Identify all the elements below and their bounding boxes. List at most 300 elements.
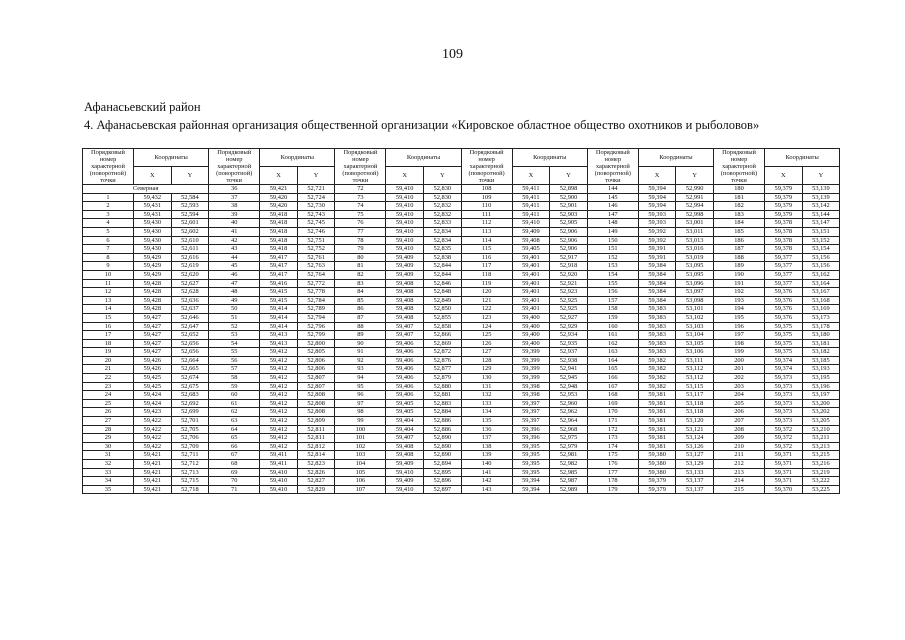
coord-y: 52,675 xyxy=(171,382,209,391)
coord-y: 53,154 xyxy=(802,245,840,254)
point-number: 157 xyxy=(587,296,638,305)
coord-y: 52,706 xyxy=(171,434,209,443)
coord-x: 59,420 xyxy=(260,202,298,211)
coord-y: 53,013 xyxy=(676,236,714,245)
point-number: 102 xyxy=(335,442,386,451)
point-number: 167 xyxy=(587,382,638,391)
coord-y: 53,213 xyxy=(802,442,840,451)
point-number: 22 xyxy=(83,374,134,383)
coord-y: 53,139 xyxy=(802,193,840,202)
coord-x: 59,372 xyxy=(765,442,803,451)
coord-x: 59,404 xyxy=(386,425,424,434)
coord-y: 52,923 xyxy=(550,288,588,297)
coord-y: 53,112 xyxy=(676,365,714,374)
coord-x: 59,428 xyxy=(134,296,172,305)
coord-x: 59,396 xyxy=(512,434,550,443)
coord-y: 52,934 xyxy=(550,331,588,340)
coord-x: 59,383 xyxy=(638,305,676,314)
coord-x: 59,410 xyxy=(386,210,424,219)
coord-y: 53,185 xyxy=(802,356,840,365)
point-number: 170 xyxy=(587,408,638,417)
coord-y: 52,784 xyxy=(297,296,335,305)
header-point-number: Порядковый номер характерной (поворотной) точки xyxy=(209,149,260,185)
coord-x: 59,399 xyxy=(512,374,550,383)
point-number: 80 xyxy=(335,253,386,262)
table-row xyxy=(83,322,840,331)
coord-x: 59,395 xyxy=(512,460,550,469)
organization-heading: 4. Афанасьевская районная организация общественной организации «Кировское областное общество охотников и рыболовов» xyxy=(84,118,760,132)
coord-y: 52,833 xyxy=(424,219,462,228)
coord-y: 52,620 xyxy=(171,270,209,279)
coord-y: 53,137 xyxy=(676,485,714,494)
header-x: X xyxy=(638,167,676,185)
point-number: 115 xyxy=(461,245,512,254)
coord-y: 52,890 xyxy=(424,434,462,443)
point-number: 38 xyxy=(209,202,260,211)
point-number: 139 xyxy=(461,451,512,460)
coord-y: 52,746 xyxy=(297,227,335,236)
coord-x: 59,407 xyxy=(386,322,424,331)
coord-x: 59,423 xyxy=(134,408,172,417)
point-number: 84 xyxy=(335,288,386,297)
coord-x: 59,395 xyxy=(512,442,550,451)
point-number: 200 xyxy=(714,356,765,365)
coord-y: 53,139 xyxy=(802,185,840,194)
coord-y: 53,019 xyxy=(676,253,714,262)
point-number: 8 xyxy=(83,253,134,262)
coord-x: 59,408 xyxy=(386,313,424,322)
point-number: 10 xyxy=(83,270,134,279)
coord-x: 59,409 xyxy=(386,477,424,486)
point-number: 99 xyxy=(335,417,386,426)
coord-x: 59,412 xyxy=(260,374,298,383)
point-number: 147 xyxy=(587,210,638,219)
coord-x: 59,400 xyxy=(512,339,550,348)
point-number: 34 xyxy=(83,477,134,486)
coord-x: 59,384 xyxy=(638,270,676,279)
point-number: 28 xyxy=(83,425,134,434)
coord-x: 59,408 xyxy=(386,279,424,288)
coord-y: 52,778 xyxy=(297,288,335,297)
coord-x: 59,381 xyxy=(638,399,676,408)
coord-y: 53,120 xyxy=(676,417,714,426)
point-number: 54 xyxy=(209,339,260,348)
coord-x: 59,417 xyxy=(260,253,298,262)
point-number: 71 xyxy=(209,485,260,494)
coord-x: 59,373 xyxy=(765,408,803,417)
point-number: 165 xyxy=(587,365,638,374)
coord-y: 52,701 xyxy=(171,417,209,426)
point-number: 130 xyxy=(461,374,512,383)
coord-x: 59,406 xyxy=(386,374,424,383)
coord-y: 53,152 xyxy=(802,236,840,245)
coord-x: 59,406 xyxy=(386,365,424,374)
coord-y: 52,918 xyxy=(550,262,588,271)
point-number: 72 xyxy=(335,185,386,194)
point-number: 20 xyxy=(83,356,134,365)
coord-y: 53,216 xyxy=(802,460,840,469)
coord-x: 59,401 xyxy=(512,305,550,314)
coord-x: 59,373 xyxy=(765,417,803,426)
coord-x: 59,429 xyxy=(134,262,172,271)
coord-x: 59,412 xyxy=(260,434,298,443)
coord-x: 59,393 xyxy=(638,210,676,219)
coord-x: 59,382 xyxy=(638,365,676,374)
coord-y: 52,850 xyxy=(424,305,462,314)
coord-x: 59,415 xyxy=(260,288,298,297)
coord-y: 53,195 xyxy=(802,374,840,383)
point-number: 49 xyxy=(209,296,260,305)
coord-y: 52,876 xyxy=(424,356,462,365)
coord-y: 53,202 xyxy=(802,408,840,417)
coord-y: 52,830 xyxy=(424,185,462,194)
coord-x: 59,384 xyxy=(638,288,676,297)
point-number: 60 xyxy=(209,391,260,400)
coord-x: 59,410 xyxy=(386,202,424,211)
coord-x: 59,378 xyxy=(765,227,803,236)
point-number: 88 xyxy=(335,322,386,331)
coord-y: 52,829 xyxy=(297,485,335,494)
point-number: 176 xyxy=(587,460,638,469)
coord-y: 52,601 xyxy=(171,219,209,228)
coord-x: 59,400 xyxy=(512,331,550,340)
coord-x: 59,410 xyxy=(386,485,424,494)
header-x: X xyxy=(765,167,803,185)
coord-y: 52,809 xyxy=(297,417,335,426)
header-coordinates: Координаты xyxy=(765,149,840,167)
coord-y: 52,794 xyxy=(297,313,335,322)
coord-x: 59,412 xyxy=(260,382,298,391)
point-number: 193 xyxy=(714,296,765,305)
coord-x: 59,428 xyxy=(134,288,172,297)
coord-y: 52,808 xyxy=(297,399,335,408)
coord-y: 52,858 xyxy=(424,322,462,331)
point-number: 59 xyxy=(209,382,260,391)
point-number: 195 xyxy=(714,313,765,322)
coord-y: 52,838 xyxy=(424,253,462,262)
point-number: 169 xyxy=(587,399,638,408)
coord-y: 53,225 xyxy=(802,485,840,494)
point-number: 178 xyxy=(587,477,638,486)
coord-y: 52,709 xyxy=(171,442,209,451)
point-number: 160 xyxy=(587,322,638,331)
point-number: 39 xyxy=(209,210,260,219)
point-number: 202 xyxy=(714,374,765,383)
coord-x: 59,406 xyxy=(386,356,424,365)
coord-y: 53,127 xyxy=(676,451,714,460)
point-number: 105 xyxy=(335,468,386,477)
coord-x: 59,418 xyxy=(260,236,298,245)
point-number: 117 xyxy=(461,262,512,271)
table-row xyxy=(83,236,840,245)
point-number: 210 xyxy=(714,442,765,451)
coord-y: 52,990 xyxy=(676,185,714,194)
coord-x: 59,383 xyxy=(638,348,676,357)
coord-x: 59,410 xyxy=(260,485,298,494)
point-number: 174 xyxy=(587,442,638,451)
table-row xyxy=(83,227,840,236)
coord-y: 52,962 xyxy=(550,408,588,417)
coord-x: 59,394 xyxy=(512,477,550,486)
coord-y: 53,168 xyxy=(802,296,840,305)
coord-x: 59,426 xyxy=(134,356,172,365)
coord-x: 59,412 xyxy=(260,391,298,400)
coord-x: 59,379 xyxy=(638,485,676,494)
coord-y: 53,124 xyxy=(676,434,714,443)
table-row xyxy=(83,313,840,322)
point-number: 55 xyxy=(209,348,260,357)
header-x: X xyxy=(512,167,550,185)
coord-x: 59,371 xyxy=(765,468,803,477)
coord-x: 59,379 xyxy=(765,185,803,194)
coord-y: 52,805 xyxy=(297,348,335,357)
coord-y: 52,752 xyxy=(297,245,335,254)
header-x: X xyxy=(260,167,298,185)
coord-x: 59,395 xyxy=(512,468,550,477)
point-number: 86 xyxy=(335,305,386,314)
coord-x: 59,378 xyxy=(765,236,803,245)
point-number: 183 xyxy=(714,210,765,219)
point-number: 153 xyxy=(587,262,638,271)
coord-x: 59,398 xyxy=(512,391,550,400)
point-number: 13 xyxy=(83,296,134,305)
point-number: 62 xyxy=(209,408,260,417)
coord-y: 53,117 xyxy=(676,391,714,400)
coord-y: 52,751 xyxy=(297,236,335,245)
table-row xyxy=(83,391,840,400)
coord-y: 53,200 xyxy=(802,399,840,408)
coord-x: 59,371 xyxy=(765,460,803,469)
header-coordinates: Координаты xyxy=(638,149,713,167)
coord-x: 59,372 xyxy=(765,425,803,434)
coord-x: 59,430 xyxy=(134,219,172,228)
coord-y: 53,197 xyxy=(802,391,840,400)
point-number: 194 xyxy=(714,305,765,314)
coord-y: 52,991 xyxy=(676,193,714,202)
coord-x: 59,397 xyxy=(512,399,550,408)
point-number: 128 xyxy=(461,356,512,365)
coord-x: 59,412 xyxy=(260,356,298,365)
coord-x: 59,393 xyxy=(638,219,676,228)
coord-x: 59,380 xyxy=(638,451,676,460)
coord-x: 59,424 xyxy=(134,391,172,400)
point-number: 95 xyxy=(335,382,386,391)
point-number: 63 xyxy=(209,417,260,426)
point-number: 78 xyxy=(335,236,386,245)
coord-x: 59,371 xyxy=(765,477,803,486)
point-number: 155 xyxy=(587,279,638,288)
coord-x: 59,427 xyxy=(134,348,172,357)
coord-y: 53,001 xyxy=(676,219,714,228)
coord-x: 59,422 xyxy=(134,425,172,434)
point-number: 152 xyxy=(587,253,638,262)
coord-y: 52,968 xyxy=(550,425,588,434)
header-point-number: Порядковый номер характерной (поворотной) точки xyxy=(587,149,638,185)
coord-x: 59,421 xyxy=(134,451,172,460)
coord-y: 52,890 xyxy=(424,451,462,460)
table-row xyxy=(83,193,840,202)
table-row xyxy=(83,399,840,408)
coord-y: 52,905 xyxy=(550,219,588,228)
point-number: 61 xyxy=(209,399,260,408)
coord-y: 52,849 xyxy=(424,296,462,305)
coord-y: 52,917 xyxy=(550,253,588,262)
point-number: 132 xyxy=(461,391,512,400)
coordinates-table xyxy=(82,148,840,494)
coord-x: 59,379 xyxy=(638,477,676,486)
coord-y: 53,162 xyxy=(802,270,840,279)
coord-x: 59,384 xyxy=(638,279,676,288)
coord-x: 59,376 xyxy=(765,305,803,314)
coord-y: 52,937 xyxy=(550,348,588,357)
coord-x: 59,376 xyxy=(765,313,803,322)
coord-x: 59,405 xyxy=(512,245,550,254)
point-number: 92 xyxy=(335,356,386,365)
point-number: 207 xyxy=(714,417,765,426)
coord-y: 53,103 xyxy=(676,322,714,331)
coord-y: 52,960 xyxy=(550,399,588,408)
coord-y: 52,982 xyxy=(550,460,588,469)
coord-x: 59,391 xyxy=(638,253,676,262)
point-number: 136 xyxy=(461,425,512,434)
coord-x: 59,410 xyxy=(386,468,424,477)
coord-x: 59,422 xyxy=(134,442,172,451)
coord-x: 59,414 xyxy=(260,313,298,322)
coord-y: 52,806 xyxy=(297,365,335,374)
coord-x: 59,373 xyxy=(765,374,803,383)
coord-x: 59,412 xyxy=(260,442,298,451)
point-number: 143 xyxy=(461,485,512,494)
coord-y: 52,683 xyxy=(171,391,209,400)
coord-y: 52,886 xyxy=(424,417,462,426)
header-x: X xyxy=(386,167,424,185)
coord-y: 52,938 xyxy=(550,356,588,365)
point-number: 30 xyxy=(83,442,134,451)
point-number: 208 xyxy=(714,425,765,434)
header-y: Y xyxy=(297,167,335,185)
coord-x: 59,401 xyxy=(512,296,550,305)
coord-x: 59,383 xyxy=(638,331,676,340)
header-point-number: Порядковый номер характерной (поворотной) точки xyxy=(461,149,512,185)
table-row xyxy=(83,485,840,494)
coord-x: 59,421 xyxy=(134,485,172,494)
point-number: 9 xyxy=(83,262,134,271)
coord-x: 59,410 xyxy=(386,245,424,254)
coord-y: 53,111 xyxy=(676,356,714,365)
coord-y: 52,674 xyxy=(171,374,209,383)
header-y: Y xyxy=(424,167,462,185)
coord-x: 59,432 xyxy=(134,193,172,202)
coord-y: 52,665 xyxy=(171,365,209,374)
coord-y: 53,115 xyxy=(676,382,714,391)
coord-y: 52,807 xyxy=(297,382,335,391)
point-number: 180 xyxy=(714,185,765,194)
point-number: 29 xyxy=(83,434,134,443)
coord-x: 59,399 xyxy=(512,365,550,374)
point-number: 47 xyxy=(209,279,260,288)
coord-y: 52,832 xyxy=(424,210,462,219)
point-number: 17 xyxy=(83,331,134,340)
table-row xyxy=(83,442,840,451)
coord-x: 59,384 xyxy=(638,262,676,271)
coord-y: 52,594 xyxy=(171,210,209,219)
point-number: 40 xyxy=(209,219,260,228)
coord-y: 53,167 xyxy=(802,288,840,297)
coord-y: 52,883 xyxy=(424,399,462,408)
point-number: 114 xyxy=(461,236,512,245)
coord-x: 59,394 xyxy=(638,202,676,211)
coord-x: 59,401 xyxy=(512,262,550,271)
point-number: 74 xyxy=(335,202,386,211)
coord-y: 52,799 xyxy=(297,331,335,340)
point-number: 142 xyxy=(461,477,512,486)
point-number: 199 xyxy=(714,348,765,357)
coord-y: 52,584 xyxy=(171,193,209,202)
coord-y: 52,846 xyxy=(424,279,462,288)
point-number: 111 xyxy=(461,210,512,219)
coord-x: 59,413 xyxy=(260,331,298,340)
coord-y: 52,866 xyxy=(424,331,462,340)
coord-y: 53,169 xyxy=(802,305,840,314)
coord-x: 59,427 xyxy=(134,331,172,340)
coord-x: 59,427 xyxy=(134,339,172,348)
coord-x: 59,379 xyxy=(765,193,803,202)
coord-x: 59,380 xyxy=(638,460,676,469)
point-number: 214 xyxy=(714,477,765,486)
coord-x: 59,431 xyxy=(134,202,172,211)
coord-y: 52,901 xyxy=(550,202,588,211)
point-number: 138 xyxy=(461,442,512,451)
point-number: 67 xyxy=(209,451,260,460)
header-y: Y xyxy=(802,167,840,185)
coord-x: 59,412 xyxy=(260,417,298,426)
coord-x: 59,375 xyxy=(765,348,803,357)
header-y: Y xyxy=(550,167,588,185)
coord-y: 53,196 xyxy=(802,382,840,391)
coord-y: 52,844 xyxy=(424,270,462,279)
coord-x: 59,397 xyxy=(512,417,550,426)
coord-y: 52,953 xyxy=(550,391,588,400)
point-number: 175 xyxy=(587,451,638,460)
table-row xyxy=(83,460,840,469)
point-number: 43 xyxy=(209,245,260,254)
point-number: 148 xyxy=(587,219,638,228)
coord-y: 52,898 xyxy=(550,185,588,194)
coord-y: 52,834 xyxy=(424,227,462,236)
coord-y: 52,989 xyxy=(550,485,588,494)
point-number: 3 xyxy=(83,210,134,219)
coord-x: 59,411 xyxy=(260,460,298,469)
coord-x: 59,376 xyxy=(765,288,803,297)
coord-y: 52,921 xyxy=(550,279,588,288)
coord-x: 59,418 xyxy=(260,245,298,254)
point-number: 35 xyxy=(83,485,134,494)
point-number: 113 xyxy=(461,227,512,236)
coord-y: 52,808 xyxy=(297,391,335,400)
coord-y: 52,745 xyxy=(297,219,335,228)
coord-y: 52,763 xyxy=(297,262,335,271)
point-number: 98 xyxy=(335,408,386,417)
coord-y: 52,764 xyxy=(297,270,335,279)
coord-y: 53,133 xyxy=(676,468,714,477)
coord-y: 52,897 xyxy=(424,485,462,494)
point-number: 83 xyxy=(335,279,386,288)
coord-y: 52,826 xyxy=(297,468,335,477)
coord-x: 59,398 xyxy=(512,382,550,391)
coord-x: 59,410 xyxy=(260,468,298,477)
table-body xyxy=(83,185,840,494)
coord-y: 53,215 xyxy=(802,451,840,460)
